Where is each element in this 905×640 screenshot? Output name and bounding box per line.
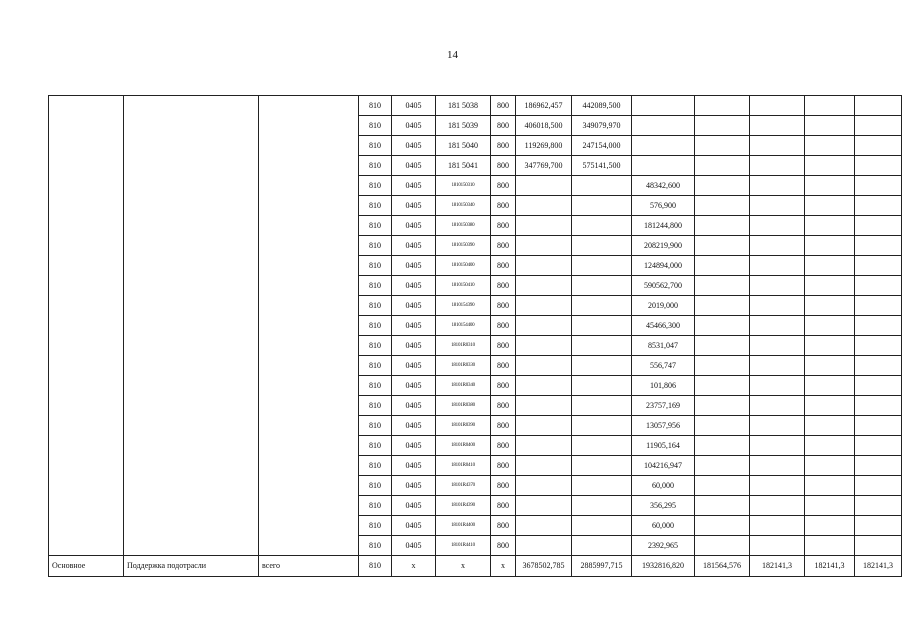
cell-grbs: 810 (359, 416, 392, 436)
cell-value (516, 176, 572, 196)
cell-empty (805, 396, 855, 416)
cell-vr: 800 (491, 436, 516, 456)
cell-empty (855, 136, 902, 156)
cell-empty (805, 516, 855, 536)
cell-empty (695, 296, 750, 316)
cell-grbs: 810 (359, 236, 392, 256)
cell-rzpr: 0405 (392, 336, 436, 356)
cell-value: 556,747 (632, 356, 695, 376)
cell-vr: 800 (491, 296, 516, 316)
cell-value (516, 496, 572, 516)
cell-empty (695, 396, 750, 416)
cell-value: 23757,169 (632, 396, 695, 416)
cell-empty (695, 536, 750, 556)
cell-rzpr: 0405 (392, 376, 436, 396)
cell-empty (855, 476, 902, 496)
cell-value: 181244,800 (632, 216, 695, 236)
cell-value (572, 476, 632, 496)
cell-csr: 1810154400 (436, 316, 491, 336)
cell-csr: 18101R0410 (436, 456, 491, 476)
cell-empty (855, 116, 902, 136)
cell-value (572, 276, 632, 296)
cell-empty (695, 256, 750, 276)
cell-grbs: 810 (359, 316, 392, 336)
cell-empty (805, 116, 855, 136)
cell-value (572, 196, 632, 216)
cell-csr: 18101R0400 (436, 436, 491, 456)
cell-empty (855, 496, 902, 516)
cell-csr: 18101R4370 (436, 476, 491, 496)
cell-vr: 800 (491, 316, 516, 336)
cell-value (572, 396, 632, 416)
cell-empty (750, 256, 805, 276)
cell-rzpr: 0405 (392, 496, 436, 516)
cell-empty (695, 436, 750, 456)
cell-empty (695, 216, 750, 236)
cell-empty (805, 216, 855, 236)
cell-value: 119269,800 (516, 136, 572, 156)
cell-source: всего (259, 556, 359, 577)
cell-empty (750, 516, 805, 536)
cell-empty (855, 436, 902, 456)
cell-empty (805, 196, 855, 216)
cell-empty (750, 236, 805, 256)
table-row-total (49, 556, 902, 577)
cell-grbs: 810 (359, 276, 392, 296)
cell-empty (855, 236, 902, 256)
cell-grbs: 810 (359, 536, 392, 556)
cell-empty (750, 176, 805, 196)
cell-csr: 1810150400 (436, 256, 491, 276)
cell-empty (855, 296, 902, 316)
cell-grbs: 810 (359, 116, 392, 136)
cell-value: 60,000 (632, 476, 695, 496)
cell-grbs: 810 (359, 196, 392, 216)
cell-empty (805, 136, 855, 156)
cell-value: 442089,500 (572, 96, 632, 116)
cell-vr: 800 (491, 276, 516, 296)
cell-empty (695, 276, 750, 296)
cell-empty (805, 296, 855, 316)
cell-value: 2019,000 (632, 296, 695, 316)
cell-vr: 800 (491, 96, 516, 116)
cell-empty (750, 396, 805, 416)
cell-empty (805, 456, 855, 476)
cell-value (516, 516, 572, 536)
cell-empty (805, 436, 855, 456)
cell-vr: 800 (491, 356, 516, 376)
cell-vr: 800 (491, 476, 516, 496)
cell-csr: 181 5038 (436, 96, 491, 116)
cell-csr: 181 5041 (436, 156, 491, 176)
cell-empty (750, 336, 805, 356)
cell-rzpr: 0405 (392, 176, 436, 196)
cell-empty (695, 136, 750, 156)
cell-vr: 800 (491, 416, 516, 436)
cell-rzpr: 0405 (392, 216, 436, 236)
cell-empty (805, 416, 855, 436)
cell-empty (855, 456, 902, 476)
cell-empty (695, 356, 750, 376)
cell-empty (750, 276, 805, 296)
cell-value: 406018,500 (516, 116, 572, 136)
cell-empty (805, 536, 855, 556)
cell-status-empty (49, 96, 124, 556)
cell-empty (855, 416, 902, 436)
cell-value: 2392,965 (632, 536, 695, 556)
cell-empty (695, 196, 750, 216)
cell-empty (695, 116, 750, 136)
cell-value (516, 316, 572, 336)
cell-empty (805, 256, 855, 276)
cell-empty (750, 216, 805, 236)
cell-rzpr: 0405 (392, 416, 436, 436)
cell-empty (805, 236, 855, 256)
cell-csr: 181 5039 (436, 116, 491, 136)
cell-value: 45466,300 (632, 316, 695, 336)
cell-csr: 18101R4400 (436, 516, 491, 536)
cell-empty (695, 96, 750, 116)
cell-vr: 800 (491, 196, 516, 216)
cell-value: 181564,576 (695, 556, 750, 577)
cell-empty (695, 336, 750, 356)
cell-value: 13057,956 (632, 416, 695, 436)
cell-rzpr: x (392, 556, 436, 577)
cell-value (572, 316, 632, 336)
cell-empty (695, 496, 750, 516)
cell-value (632, 156, 695, 176)
cell-value (572, 496, 632, 516)
cell-rzpr: 0405 (392, 156, 436, 176)
cell-name-empty (124, 96, 259, 556)
table-body (49, 96, 902, 556)
cell-rzpr: 0405 (392, 116, 436, 136)
cell-empty (750, 156, 805, 176)
cell-vr: 800 (491, 336, 516, 356)
cell-empty (855, 176, 902, 196)
cell-rzpr: 0405 (392, 356, 436, 376)
cell-empty (750, 536, 805, 556)
cell-value (516, 396, 572, 416)
table-row (49, 96, 902, 116)
cell-csr: 18101R0340 (436, 376, 491, 396)
cell-value: 247154,000 (572, 136, 632, 156)
cell-rzpr: 0405 (392, 516, 436, 536)
cell-rzpr: 0405 (392, 256, 436, 276)
cell-value (516, 356, 572, 376)
cell-status: Основное (49, 556, 124, 577)
cell-rzpr: 0405 (392, 476, 436, 496)
cell-value: 101,806 (632, 376, 695, 396)
cell-empty (750, 296, 805, 316)
cell-value (516, 376, 572, 396)
cell-value: 590562,700 (632, 276, 695, 296)
cell-empty (750, 196, 805, 216)
cell-csr: 18101R0390 (436, 416, 491, 436)
cell-rzpr: 0405 (392, 276, 436, 296)
cell-csr: 18101R4390 (436, 496, 491, 516)
cell-grbs: 810 (359, 556, 392, 577)
cell-vr: 800 (491, 116, 516, 136)
cell-value (572, 456, 632, 476)
cell-value: 347769,700 (516, 156, 572, 176)
cell-grbs: 810 (359, 296, 392, 316)
cell-value (632, 96, 695, 116)
cell-csr: 1810150380 (436, 216, 491, 236)
cell-value: 104216,947 (632, 456, 695, 476)
cell-csr: 1810150410 (436, 276, 491, 296)
cell-csr: 1810150310 (436, 176, 491, 196)
cell-grbs: 810 (359, 496, 392, 516)
cell-csr: 18101R0330 (436, 356, 491, 376)
cell-value (632, 136, 695, 156)
cell-vr: 800 (491, 156, 516, 176)
cell-value (572, 216, 632, 236)
cell-vr: 800 (491, 136, 516, 156)
cell-value (516, 476, 572, 496)
cell-empty (695, 416, 750, 436)
cell-empty (805, 356, 855, 376)
cell-empty (855, 536, 902, 556)
cell-empty (695, 516, 750, 536)
cell-empty (750, 116, 805, 136)
cell-vr: 800 (491, 256, 516, 276)
page-number: 14 (447, 49, 458, 61)
cell-empty (855, 316, 902, 336)
cell-empty (805, 336, 855, 356)
cell-value: 2885997,715 (572, 556, 632, 577)
cell-value (516, 536, 572, 556)
cell-value (572, 516, 632, 536)
cell-empty (750, 356, 805, 376)
cell-value (516, 296, 572, 316)
cell-value (572, 256, 632, 276)
cell-csr: 1810154390 (436, 296, 491, 316)
cell-empty (855, 356, 902, 376)
cell-empty (805, 156, 855, 176)
cell-value: 182141,3 (750, 556, 805, 577)
cell-value (516, 416, 572, 436)
cell-value: 182141,3 (805, 556, 855, 577)
cell-empty (805, 376, 855, 396)
cell-vr: 800 (491, 516, 516, 536)
cell-value (516, 236, 572, 256)
cell-value (516, 336, 572, 356)
cell-empty (750, 436, 805, 456)
cell-value (572, 436, 632, 456)
cell-value (572, 336, 632, 356)
cell-value: 576,900 (632, 196, 695, 216)
cell-value (572, 176, 632, 196)
cell-empty (805, 176, 855, 196)
cell-grbs: 810 (359, 456, 392, 476)
cell-value: 208219,900 (632, 236, 695, 256)
cell-value (572, 356, 632, 376)
cell-empty (855, 156, 902, 176)
cell-empty (855, 336, 902, 356)
cell-empty (855, 376, 902, 396)
cell-empty (750, 136, 805, 156)
cell-name: Поддержка подотрасли (124, 556, 259, 577)
cell-grbs: 810 (359, 356, 392, 376)
cell-value (516, 196, 572, 216)
cell-rzpr: 0405 (392, 316, 436, 336)
cell-vr: 800 (491, 236, 516, 256)
cell-vr: x (491, 556, 516, 577)
cell-empty (750, 496, 805, 516)
cell-csr: 18101R0310 (436, 336, 491, 356)
cell-value (516, 216, 572, 236)
cell-csr: 1810150340 (436, 196, 491, 216)
cell-empty (855, 256, 902, 276)
cell-empty (695, 176, 750, 196)
cell-csr: 18101R0380 (436, 396, 491, 416)
cell-vr: 800 (491, 456, 516, 476)
cell-vr: 800 (491, 216, 516, 236)
cell-grbs: 810 (359, 216, 392, 236)
cell-empty (695, 456, 750, 476)
cell-value: 186962,457 (516, 96, 572, 116)
cell-csr: x (436, 556, 491, 577)
cell-grbs: 810 (359, 336, 392, 356)
cell-empty (855, 396, 902, 416)
cell-empty (805, 96, 855, 116)
cell-value (572, 416, 632, 436)
cell-empty (805, 496, 855, 516)
cell-value (572, 236, 632, 256)
cell-grbs: 810 (359, 376, 392, 396)
cell-grbs: 810 (359, 176, 392, 196)
cell-empty (750, 316, 805, 336)
cell-grbs: 810 (359, 516, 392, 536)
cell-empty (855, 516, 902, 536)
cell-value: 349079,970 (572, 116, 632, 136)
cell-csr: 1810150390 (436, 236, 491, 256)
cell-empty (750, 456, 805, 476)
cell-vr: 800 (491, 536, 516, 556)
cell-rzpr: 0405 (392, 536, 436, 556)
cell-value: 11905,164 (632, 436, 695, 456)
cell-value: 48342,600 (632, 176, 695, 196)
cell-empty (855, 196, 902, 216)
cell-csr: 181 5040 (436, 136, 491, 156)
cell-empty (695, 316, 750, 336)
cell-source-empty (259, 96, 359, 556)
cell-empty (750, 376, 805, 396)
cell-value: 3678502,785 (516, 556, 572, 577)
cell-value: 182141,3 (855, 556, 902, 577)
cell-empty (855, 216, 902, 236)
cell-rzpr: 0405 (392, 96, 436, 116)
cell-value (572, 536, 632, 556)
cell-rzpr: 0405 (392, 136, 436, 156)
cell-grbs: 810 (359, 256, 392, 276)
cell-grbs: 810 (359, 436, 392, 456)
cell-empty (695, 156, 750, 176)
cell-csr: 18101R4410 (436, 536, 491, 556)
cell-empty (695, 376, 750, 396)
cell-vr: 800 (491, 176, 516, 196)
cell-value (572, 296, 632, 316)
cell-value (516, 436, 572, 456)
cell-value (632, 116, 695, 136)
cell-vr: 800 (491, 496, 516, 516)
cell-value: 60,000 (632, 516, 695, 536)
cell-value: 575141,500 (572, 156, 632, 176)
cell-value (516, 456, 572, 476)
cell-value: 8531,047 (632, 336, 695, 356)
cell-empty (750, 96, 805, 116)
cell-empty (855, 276, 902, 296)
cell-value: 124894,000 (632, 256, 695, 276)
cell-rzpr: 0405 (392, 196, 436, 216)
cell-empty (855, 96, 902, 116)
cell-rzpr: 0405 (392, 296, 436, 316)
cell-grbs: 810 (359, 396, 392, 416)
cell-vr: 800 (491, 396, 516, 416)
cell-rzpr: 0405 (392, 396, 436, 416)
cell-value (572, 376, 632, 396)
cell-grbs: 810 (359, 156, 392, 176)
cell-empty (805, 276, 855, 296)
cell-value (516, 276, 572, 296)
cell-value: 1932816,820 (632, 556, 695, 577)
cell-grbs: 810 (359, 136, 392, 156)
cell-value (516, 256, 572, 276)
cell-empty (750, 416, 805, 436)
cell-empty (695, 236, 750, 256)
cell-empty (750, 476, 805, 496)
cell-rzpr: 0405 (392, 436, 436, 456)
cell-rzpr: 0405 (392, 456, 436, 476)
budget-table (48, 95, 902, 577)
cell-value: 356,295 (632, 496, 695, 516)
cell-grbs: 810 (359, 476, 392, 496)
cell-grbs: 810 (359, 96, 392, 116)
cell-vr: 800 (491, 376, 516, 396)
cell-empty (805, 476, 855, 496)
cell-rzpr: 0405 (392, 236, 436, 256)
cell-empty (805, 316, 855, 336)
cell-empty (695, 476, 750, 496)
